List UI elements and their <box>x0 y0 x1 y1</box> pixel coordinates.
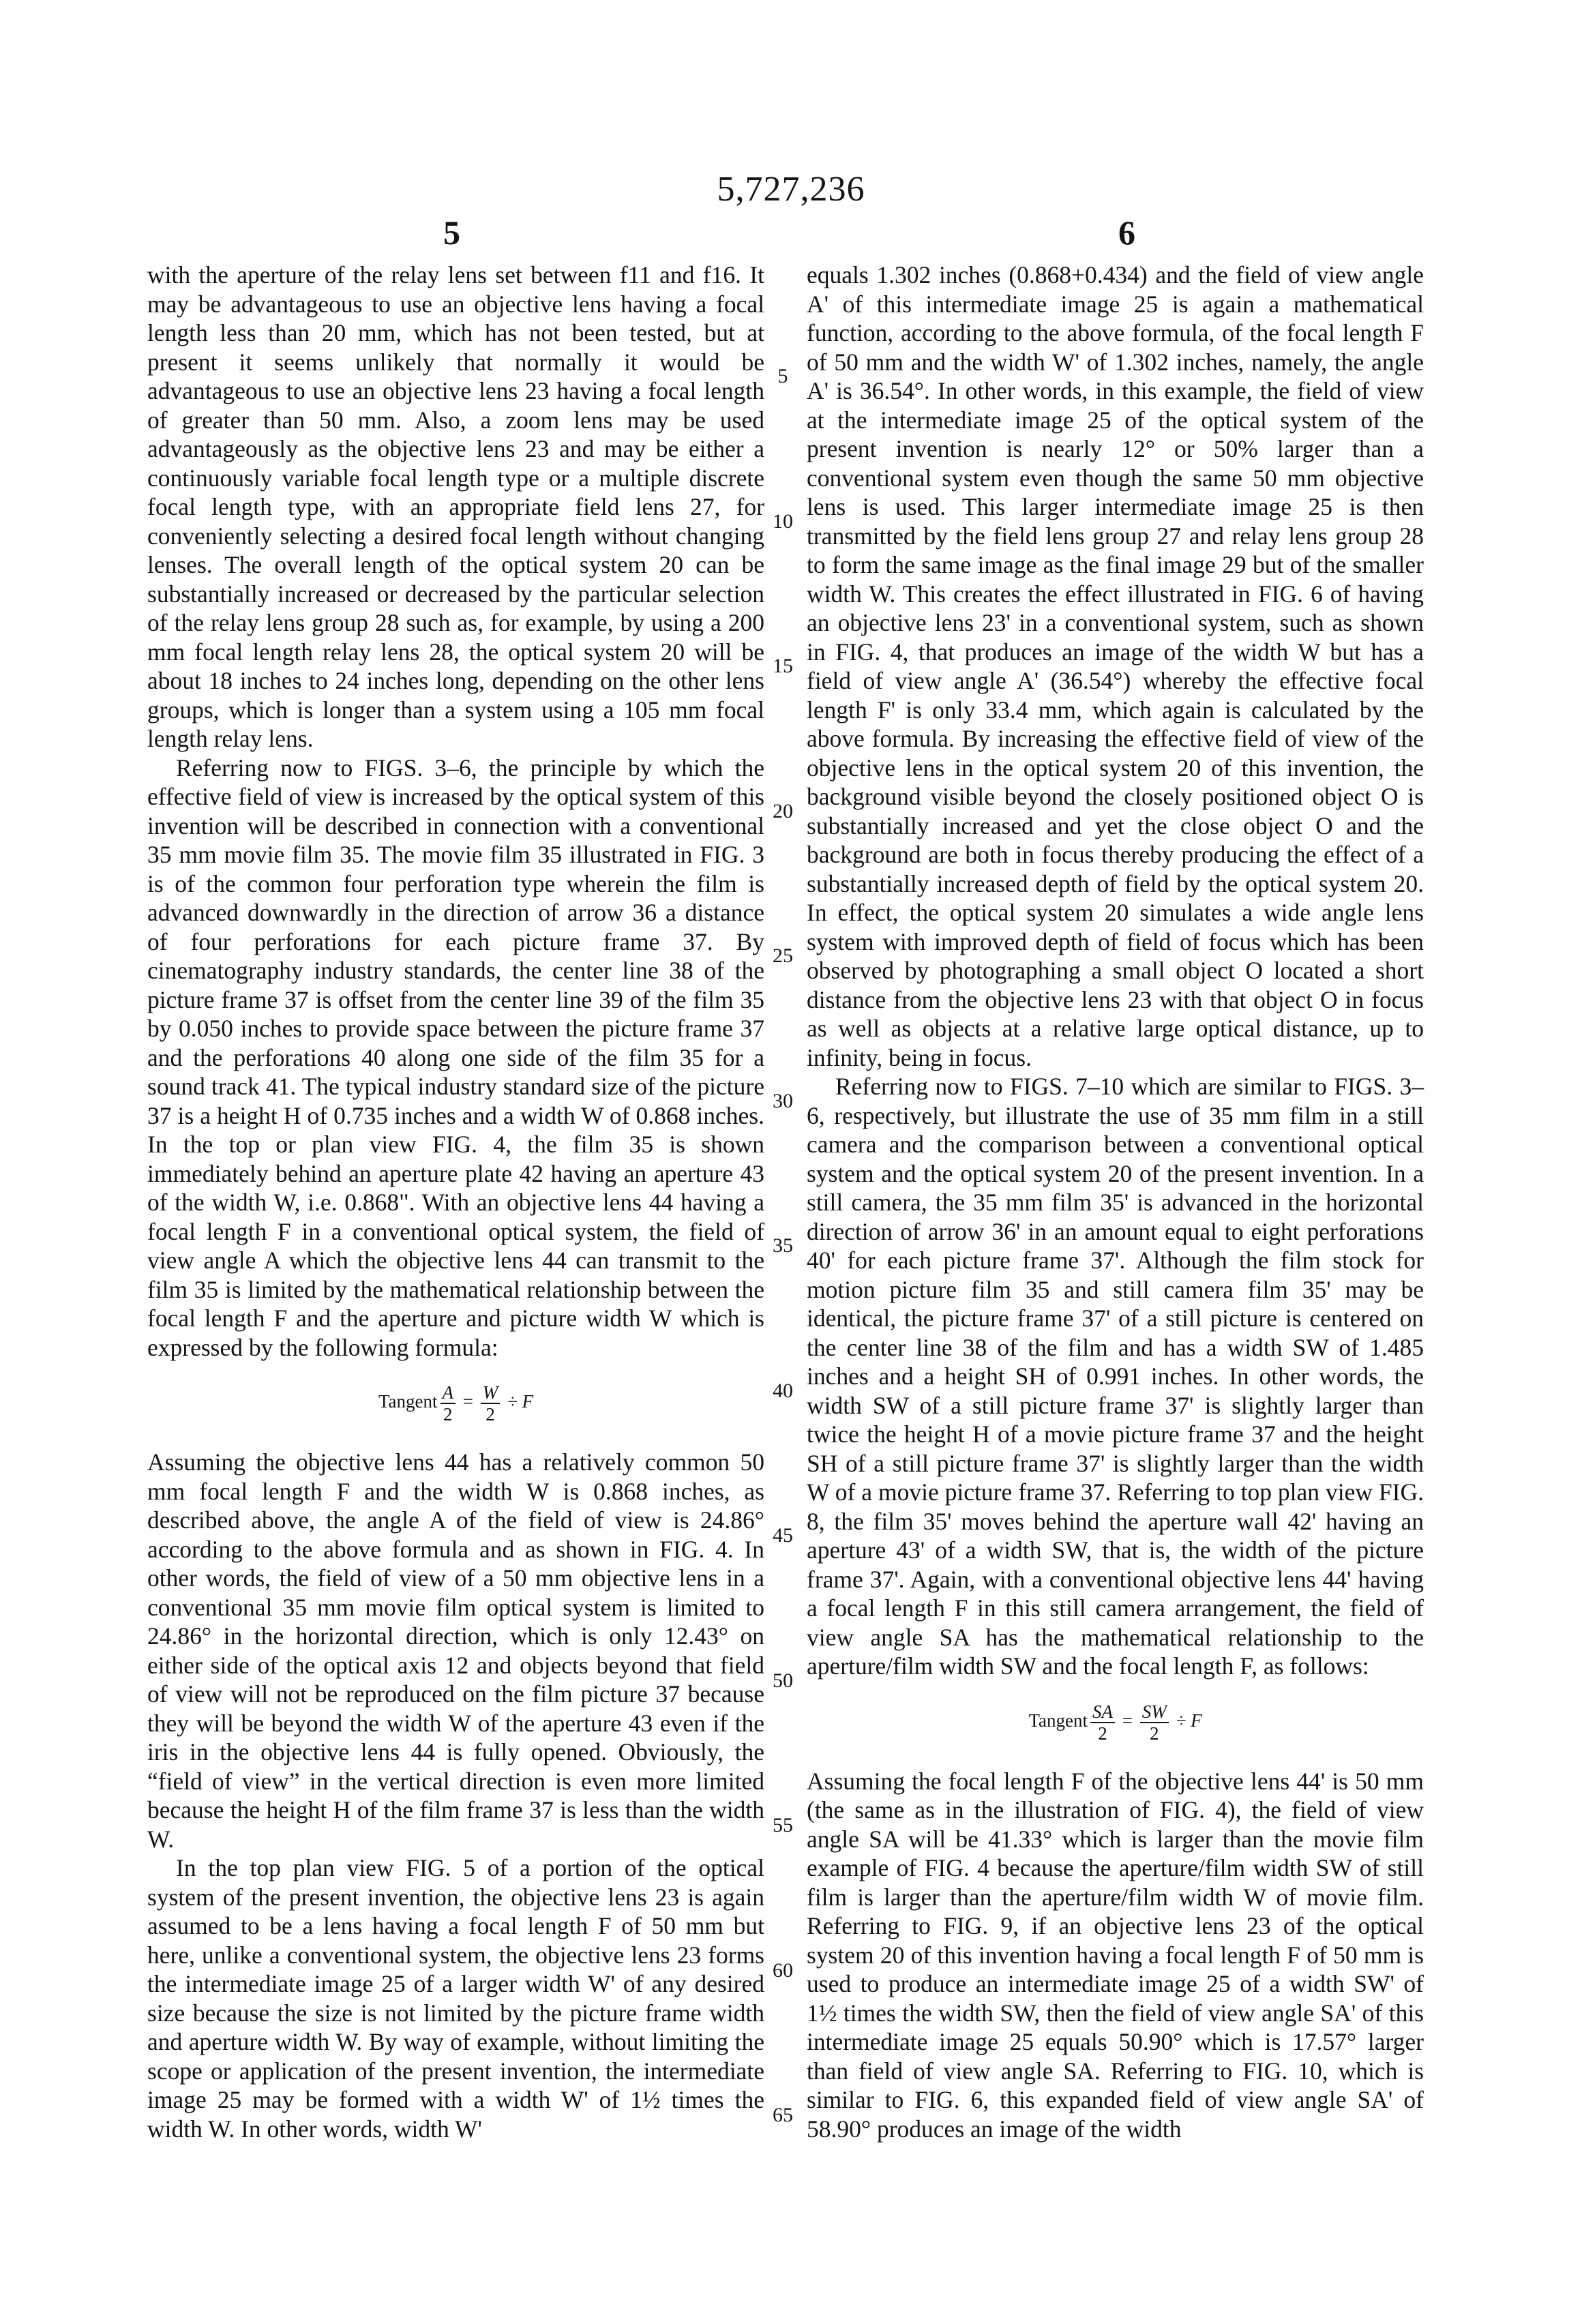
line-number: 30 <box>773 1090 793 1112</box>
formula-tail: ÷ F <box>1176 1710 1202 1731</box>
right-paragraph-3: Assuming the focal length F of the objective lens 44' is 50 mm (the same as in the illustration of FIG. 4), the field of view angle SA will be 41.33° which is larger than the movie film example of FIG. 4 because the aperture/film width SW of still film is larger than the aperture/film width W of movie film. Referring to FIG. 9, if an objective lens 23 of the optical system 20 of this invention having a focal length F of 50 mm is used to produce an intermediate image 25 of a width SW' of 1½ times the width SW, then the field of view angle SA' of this intermediate image 25 equals 50.90° which is 17.57° larger than field of view angle SA. Referring to FIG. 10, which is similar to FIG. 6, this expanded field of view angle SA' of 58.90° produces an image of the width <box>807 1767 1424 2143</box>
tangent-formula-1 <box>147 1382 764 1425</box>
line-number: 65 <box>773 2104 793 2126</box>
left-paragraph-3: Assuming the objective lens 44 has a relatively common 50 mm focal length F and the width W is 0.868 inches, as described above, the angle A of the field of view is 24.86° according to the above formula and as shown in FIG. 4. In other words, the field of view of a 50 mm objective lens in a conventional 35 mm movie film optical system is limited to 24.86° in the horizontal direction, which is only 12.43° on either side of the optical axis 12 and objects beyond that field of view will not be reproduced on the film picture 37 because they will be beyond the width W of the aperture 43 even if the iris in the objective lens 44 is fully opened. Obviously, the “field of view” in the vertical direction is even more limited because the height H of the film frame 37 is less than the width W. <box>147 1448 764 1853</box>
formula-lhs-numerator: SA <box>1090 1701 1115 1723</box>
tangent-formula-2 <box>807 1701 1424 1744</box>
line-number: 55 <box>773 1814 793 1836</box>
left-paragraph-2: Referring now to FIGS. 3–6, the principle by which the effective field of view is increased by the optical system of this invention will be described in connection with a conventional 35 mm movie film 35. The movie film 35 illustrated in FIG. 3 is of the common four perforation type wherein the film is advanced downwardly in the direction of arrow 36 a distance of four perforations for each picture frame 37. By cinematography industry standards, the center line 38 of the picture frame 37 is offset from the center line 39 of the film 35 by 0.050 inches to provide space between the picture frame 37 and the perforations 40 along one side of the film 35 for a sound track 41. The typical industry standard size of the picture 37 is a height H of 0.735 inches and a width W of 0.868 inches. In the top or plan view FIG. 4, the film 35 is shown immediately behind an aperture plate 42 having an aperture 43 of the width W, i.e. 0.868". With an objective lens 44 having a focal length F in a conventional optical system, the field of view angle A which the objective lens 44 can transmit to the film 35 is limited by the mathematical relationship between the focal length F and the aperture and picture width W which is expressed by the following formula: <box>147 754 764 1361</box>
left-paragraph-4: In the top plan view FIG. 5 of a portion of the optical system of the present invention, the objective lens 23 is again assumed to be a lens having a focal length F of 50 mm but here, unlike a conventional system, the objective lens 23 forms the intermediate image 25 of a larger width W' of any desired size because the size is not limited by the picture frame width and aperture width W. By way of example, without limiting the scope or application of the present invention, the intermediate image 25 may be formed with a width W' of 1½ times the width W. In other words, width W' <box>147 1854 764 2143</box>
line-number: 15 <box>773 655 793 677</box>
line-number: 35 <box>773 1234 793 1257</box>
formula-rhs-numerator: SW <box>1140 1701 1169 1723</box>
line-number: 50 <box>773 1669 793 1692</box>
line-number: 25 <box>773 944 793 967</box>
formula-label: Tangent <box>378 1391 438 1412</box>
formula-lhs-fraction <box>441 1382 456 1425</box>
formula-rhs-denominator: 2 <box>1150 1723 1159 1744</box>
formula-lhs-denominator: 2 <box>443 1404 453 1425</box>
left-column-number: 5 <box>443 213 460 252</box>
formula-rhs-fraction <box>481 1382 501 1425</box>
formula-lhs-fraction <box>1090 1701 1115 1744</box>
right-text-column <box>807 260 1424 2143</box>
formula-equals: = <box>462 1391 473 1412</box>
formula-equals: = <box>1122 1710 1133 1731</box>
line-number: 10 <box>773 510 793 533</box>
formula-rhs-numerator: W <box>481 1382 501 1404</box>
left-text-column <box>147 260 764 2143</box>
formula-tail: ÷ F <box>507 1391 534 1412</box>
formula-rhs-denominator: 2 <box>486 1404 495 1425</box>
formula-lhs-numerator: A <box>441 1382 456 1404</box>
formula-label: Tangent <box>1028 1710 1088 1731</box>
right-paragraph-1: equals 1.302 inches (0.868+0.434) and the field of view angle A' of this intermediate image 25 is again a mathematical function, according to the above formula, of the focal length F of 50 mm and the width W' of 1.302 inches, namely, the angle A' is 36.54°. In other words, in this example, the field of view at the intermediate image 25 of the optical system of the present invention is nearly 12° or 50% larger than a conventional system even though the same 50 mm objective lens is used. This larger intermediate image 25 is then transmitted by the field lens group 27 and relay lens group 28 to form the same image as the final image 29 but of the smaller width W. This creates the effect illustrated in FIG. 6 of having an objective lens 23' in a conventional system, such as shown in FIG. 4, that produces an image of the width W but has a field of view angle A' (36.54°) whereby the effective focal length F' is only 33.4 mm, which again is calculated by the above formula. By increasing the effective field of view of the objective lens in the optical system 20 of this invention, the background visible beyond the closely positioned object O is substantially increased and yet the close object O and the background are both in focus thereby producing the effect of a substantially increased depth of field by the optical system 20. In effect, the optical system 20 simulates a wide angle lens system with improved depth of field of focus which has been observed by photographing a small object O located a short distance from the objective lens 23 with that object O in focus as well as objects at a relative large optical distance, up to infinity, being in focus. <box>807 261 1424 1071</box>
left-paragraph-1: with the aperture of the relay lens set between f11 and f16. It may be advantageous to use an objective lens having a focal length less than 20 mm, which has not been tested, but at present it seems unlikely that normally it would be advantageous to use an objective lens 23 having a focal length of greater than 50 mm. Also, a zoom lens may be used advantageously as the objective lens 23 and may be either a continuously variable focal length type or a multiple discrete focal length type, with an appropriate field lens 27, for conveniently selecting a desired focal length without changing lenses. The overall length of the optical system 20 can be substantially increased or decreased by the particular selection of the relay lens group 28 such as, for example, by using a 200 mm focal length relay lens 28, the optical system 20 will be about 18 inches to 24 inches long, depending on the other lens groups, which is longer than a system using a 105 mm focal length relay lens. <box>147 261 764 752</box>
patent-number: 5,727,236 <box>717 170 865 209</box>
line-number: 60 <box>773 1959 793 1982</box>
formula-rhs-fraction <box>1140 1701 1169 1744</box>
line-number: 20 <box>773 800 793 822</box>
line-number: 45 <box>773 1524 793 1547</box>
right-column-number: 6 <box>1118 213 1135 252</box>
line-number: 5 <box>777 365 788 387</box>
right-paragraph-2: Referring now to FIGS. 7–10 which are similar to FIGS. 3–6, respectively, but illustrate the use of 35 mm film in a still camera and the comparison between a conventional optical system and the optical system 20 of the present invention. In a still camera, the 35 mm film 35' is advanced in the horizontal direction of arrow 36' in an amount equal to eight perforations 40' for each picture frame 37'. Although the film stock for motion picture film 35 and still camera film 35' may be identical, the picture frame 37' of a still picture is centered on the center line 38 of the film and has a width SW of 1.485 inches and a height SH of 0.991 inches. In other words, the width SW of a still picture frame 37' is slightly larger than twice the height H of a movie picture frame 37 and the height SH of a still picture frame 37' is slightly larger than the width W of a movie picture frame 37. Referring to top plan view FIG. 8, the film 35' moves behind the aperture wall 42' having an aperture 43' of a width SW, that is, the width of the picture frame 37'. Again, with a conventional objective lens 44' having a focal length F in this still camera arrangement, the field of view angle SA has the mathematical relationship to the aperture/film width SW and the focal length F, as follows: <box>807 1073 1424 1680</box>
formula-lhs-denominator: 2 <box>1098 1723 1107 1744</box>
line-number: 40 <box>773 1380 793 1402</box>
